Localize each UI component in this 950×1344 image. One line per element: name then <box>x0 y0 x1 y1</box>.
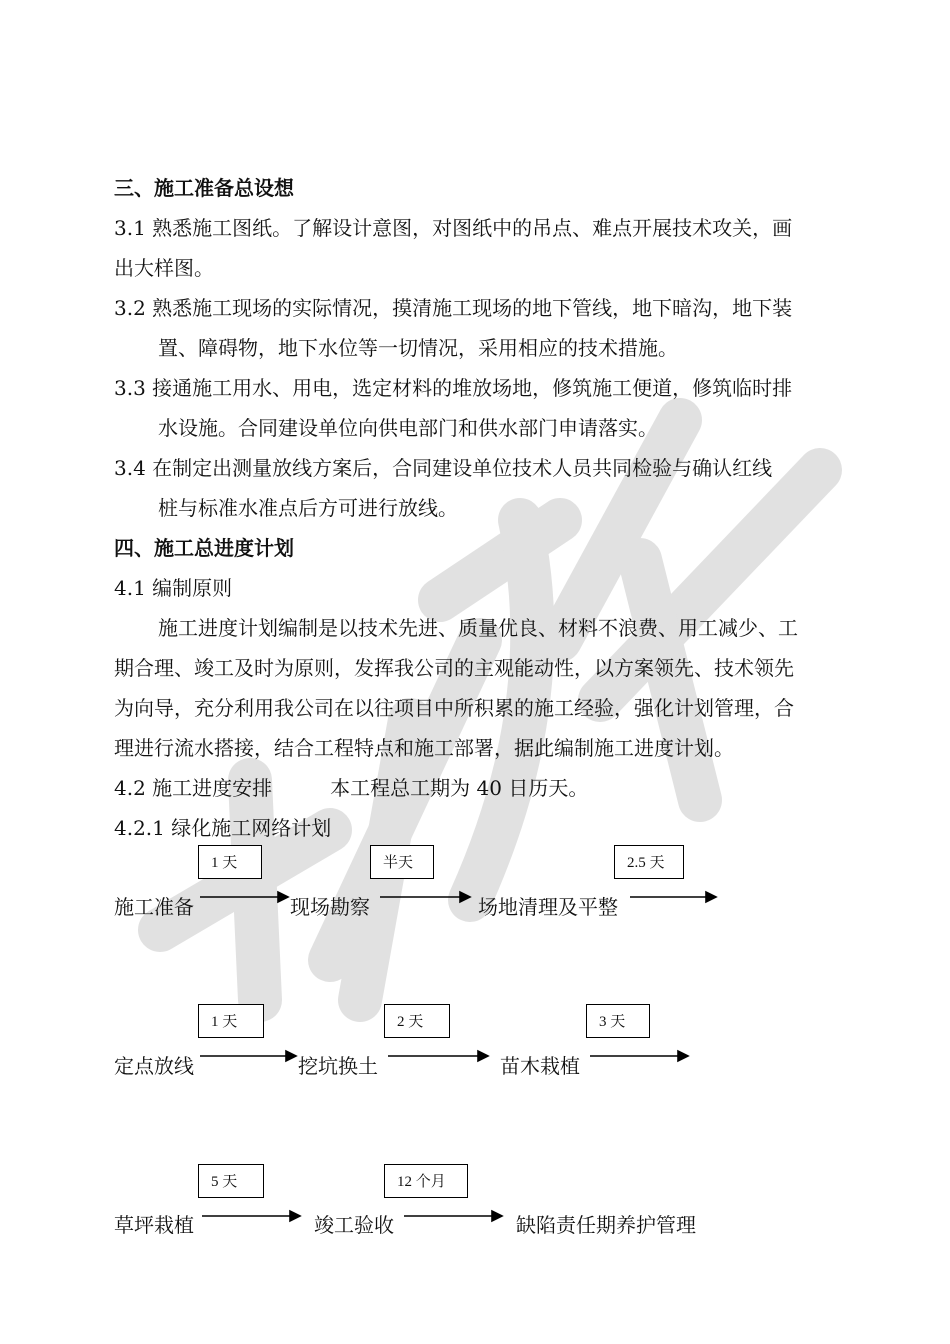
item-3-2-line2: 置、障碍物，地下水位等一切情况，采用相应的技术措施。 <box>158 336 678 360</box>
item-3-2-line1: 3.2 熟悉施工现场的实际情况，摸清施工现场的地下管线，地下暗沟，地下装 <box>114 296 793 320</box>
network-node: 现场勘察 <box>290 895 370 919</box>
arrow-head-icon <box>460 892 470 902</box>
section4-heading: 四、施工总进度计划 <box>114 536 294 560</box>
item-3-3-line2: 水设施。合同建设单位向供电部门和供水部门申请落实。 <box>158 416 658 440</box>
arrow-head-icon <box>492 1211 502 1221</box>
network-node: 竣工验收 <box>314 1213 394 1237</box>
arrow-head-icon <box>678 1051 688 1061</box>
network-node: 缺陷责任期养护管理 <box>516 1213 696 1237</box>
sub-4-2-text: 本工程总工期为 40 日历天。 <box>330 776 589 800</box>
section3-heading: 三、施工准备总设想 <box>114 176 294 200</box>
duration-box: 12 个月 <box>384 1164 468 1198</box>
sub-4-1-title: 4.1 编制原则 <box>114 576 233 600</box>
arrow-head-icon <box>478 1051 488 1061</box>
duration-box: 半天 <box>370 845 434 879</box>
duration-box: 2.5 天 <box>614 845 684 879</box>
principle-line3: 为向导，充分利用我公司在以往项目中所积累的施工经验，强化计划管理，合 <box>114 696 794 720</box>
arrow-head-icon <box>290 1211 300 1221</box>
network-node: 定点放线 <box>114 1054 194 1078</box>
principle-line1: 施工进度计划编制是以技术先进、质量优良、材料不浪费、用工减少、工 <box>158 616 798 640</box>
duration-box: 1 天 <box>198 1004 264 1038</box>
network-node: 苗木栽植 <box>500 1054 580 1078</box>
network-node: 场地清理及平整 <box>478 895 618 919</box>
item-3-4-line2: 桩与标准水准点后方可进行放线。 <box>158 496 458 520</box>
sub-4-2-title: 4.2 施工进度安排 <box>114 776 273 800</box>
network-node: 施工准备 <box>114 895 194 919</box>
duration-box: 2 天 <box>384 1004 450 1038</box>
network-node: 草坪栽植 <box>114 1213 194 1237</box>
arrow-head-icon <box>286 1051 296 1061</box>
item-3-1-line2: 出大样图。 <box>114 256 214 280</box>
duration-box: 1 天 <box>198 845 262 879</box>
principle-line2: 期合理、竣工及时为原则，发挥我公司的主观能动性，以方案领先、技术领先 <box>114 656 794 680</box>
network-node: 挖坑换土 <box>298 1054 378 1078</box>
item-3-4-line1: 3.4 在制定出测量放线方案后，合同建设单位技术人员共同检验与确认红线 <box>114 456 773 480</box>
arrow-head-icon <box>706 892 716 902</box>
item-3-1-line1: 3.1 熟悉施工图纸。了解设计意图，对图纸中的吊点、难点开展技术攻关，画 <box>114 216 793 240</box>
duration-box: 3 天 <box>586 1004 650 1038</box>
arrow-head-icon <box>278 892 288 902</box>
item-3-3-line1: 3.3 接通施工用水、用电，选定材料的堆放场地，修筑施工便道，修筑临时排 <box>114 376 793 400</box>
sub-4-2-1-title: 4.2.1 绿化施工网络计划 <box>114 816 332 840</box>
principle-line4: 理进行流水搭接，结合工程特点和施工部署，据此编制施工进度计划。 <box>114 736 734 760</box>
duration-box: 5 天 <box>198 1164 264 1198</box>
